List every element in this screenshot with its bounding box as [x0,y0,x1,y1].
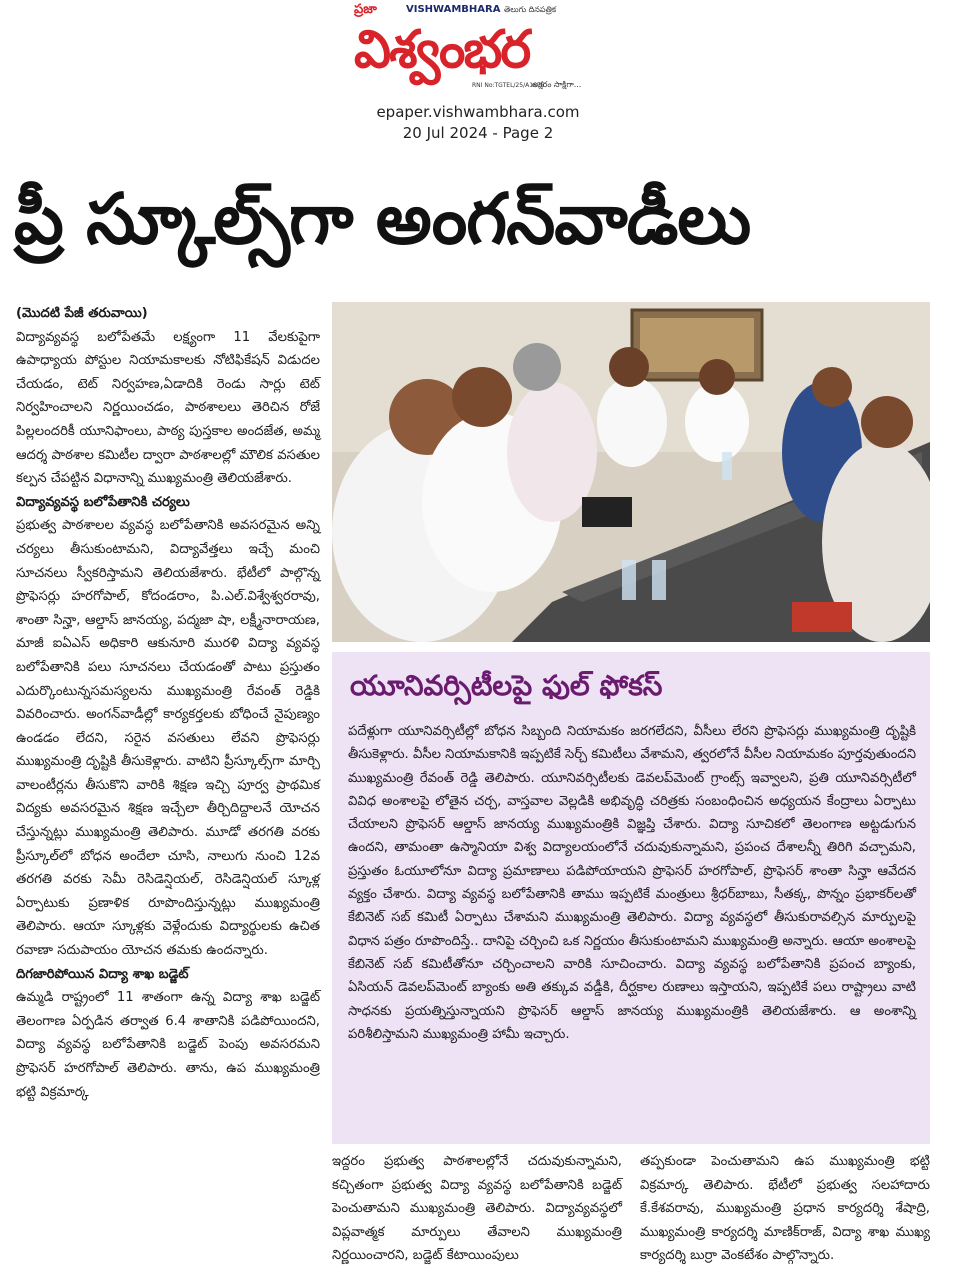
article-paragraph: ఇద్దరం ప్రభుత్వ పాఠశాలల్లోనే చదువుకున్నామని, కచ్చితంగా ప్రభుత్వ విద్యా వ్యవస్థ బలోపేతానికి బడ్జెట్ పెంచుతామని ముఖ్యమంత్రి తెలిపారు. విద్యావ్యవస్థలో విప్లవాత్మక మార్పులు తేవాలని ముఖ్యమంత్రి నిర్ణయించారని, బడ్జెట్ కేటాయింపులు [332,1154,622,1264]
masthead-daily: తెలుగు దినపత్రిక [504,5,557,14]
masthead-praja: ప్రజా [354,2,377,17]
subheading: విద్యావ్యవస్థ బలోపేతానికి చర్యలు [16,494,190,510]
continued-note: (మొదటి పేజీ తరువాయి) [16,306,148,321]
headline: ప్రీ స్కూల్స్‌గా అంగన్‌వాడీలు [14,178,751,260]
article-paragraph: ఉమ్మడి రాష్ట్రంలో 11 శాతంగా ఉన్న విద్యా శాఖ బడ్జెట్ తెలంగాణ ఏర్పడిన తర్వాత 6.4 శాతానికి పడిపోయిందని, విద్యా వ్యవస్థ బలోపేతానికి బడ్జెట్ పెంపు అవసరమని ప్రొఫెసర్ హరగోపాల్ తెలిపారు. తాను, ఉప ముఖ్యమంత్రి భట్టి విక్రమార్క [16,990,320,1100]
article-paragraph: తప్పకుండా పెంచుతామని ఉప ముఖ్యమంత్రి భట్టి విక్రమార్క తెలిపారు. భేటీలో ప్రభుత్వ సలహాదారు కే.కేశవరావు, ముఖ్యమంత్రి ప్రధాన కార్యదర్శి శేషాద్రి, ముఖ్యమంత్రి కార్యదర్శి మాణిక్‌రాజ్, విద్యా శాఖ ముఖ్య కార్యదర్శి బుర్రా వెంకటేశం పాల్గొన్నారు. [640,1154,930,1264]
article-paragraph: ప్రభుత్వ పాఠశాలల వ్యవస్థ బలోపేతానికి అవసరమైన అన్ని చర్యలు తీసుకుంటామని, విద్యావేత్తలు ఇచ్చే మంచి సూచనలు స్వీకరిస్తామని తెలియజేశారు. భేటీలో పాల్గొన్న ప్రొఫెసర్లు హరగోపాల్, కోదండరాం, పి.ఎల్.విశ్వేశ్వరరావు, శాంతా సిన్హా, ఆల్డాస్ జానయ్య, పద్మజా షా, లక్ష్మీనారాయణ, మాజీ ఐఏఎస్ అధికారి ఆకునూరి మురళి విద్యా వ్యవస్థ బలోపేతానికి పలు సూచనలు చేయడంతో పాటు ప్రస్తుతం ఎదుర్కొంటున్నసమస్యలను ముఖ్యమంత్రి రేవంత్ రెడ్డికి వివరించారు. అంగన్‌వాడీల్లో కార్యకర్తలకు బోధించే నైపుణ్యం ఉండడం లేదని, సరైన వసతులు లేవని ప్రొఫెసర్లు ముఖ్యమంత్రి దృష్టికి తీసుకెళ్లారు. వాటిని ప్రీస్కూల్స్‌గా మార్చి వాలంటీర్లను తీసుకొని వారికి శిక్షణ ఇచ్చి పూర్వ ప్రాథమిక విద్యకు అవసరమైన శిక్షణ ఇచ్చేలా తీర్చిదిద్దాలనే యోచన చేస్తున్నట్లు ముఖ్యమంత్రి తెలిపారు. మూడో తరగతి వరకు ప్రీస్కూల్‌లో బోధన అందేలా చూసి, నాలుగు నుంచి 12వ తరగతి వరకు సెమీ రెసిడెన్షియల్, రెసిడెన్షియల్ స్కూళ్ల ఏర్పాటుకు ప్రణాళిక రూపొందిస్తున్నట్లు ముఖ్యమంత్రి తెలిపారు. ఆయా స్కూళ్లకు వెళ్లేందుకు విద్యార్థులకు ఉచిత రవాణా సదుపాయం యోచన తమకు ఉందన్నారు. [16,518,320,959]
masthead-logo-text: విశ్వంభర [354,20,530,80]
subheading: దిగజారిపోయిన విద్యా శాఖ బడ్జెట్ [16,966,189,982]
left-column [16,302,320,1104]
masthead-brand-en: VISHWAMBHARA [406,4,501,15]
right-column [640,1150,930,1268]
highlight-title: యూనివర్సిటీలపై ఫుల్ ఫోకస్ [350,669,663,702]
masthead-rni: RNI No:TGTEL/25/A1676 [472,82,545,89]
meeting-photo-illustration [332,302,930,642]
site-url: epaper.vishwambhara.com [376,103,580,121]
date-page: 20 Jul 2024 - Page 2 [402,124,554,142]
highlight-box [332,652,930,1144]
masthead-tagline: అక్షరం సాక్షిగా... [532,80,582,89]
article-paragraph: విద్యావ్యవస్థ బలోపేతమే లక్ష్యంగా 11 వేలకుపైగా ఉపాధ్యాయ పోస్టుల నియామకాలకు నోటిఫికేషన్ విడుదల చేయడం, టెట్ నిర్వహణ,ఏడాదికి రెండు సార్లు టెట్ నిర్వహించాలని నిర్ణయించడం, పాఠశాలలు తెరిచిన రోజే పిల్లలందరికీ యూనిఫాంలు, పాఠ్య పుస్తకాల అందజేత, అమ్మ ఆదర్శ పాఠశాల కమిటీల ద్వారా పాఠశాలల్లో మౌలిక వసతుల కల్పన చేపట్టిన విధానాన్ని ముఖ్యమంత్రి తెలియజేశారు. [16,329,320,487]
middle-column [332,1150,622,1268]
masthead [354,2,604,102]
highlight-body: పదేళ్లుగా యూనివర్సిటీల్లో బోధన సిబ్బంది నియామకం జరగలేదని, వీసీలు లేరని ప్రొఫెసర్లు ముఖ్యమంత్రి దృష్టికి తీసుకెళ్లారు. వీసీల నియామకానికి ఇప్పటికే సెర్చ్ కమిటీలు వేశామని, త్వరలోనే వీసీల నియామకం పూర్తవుతుందని ముఖ్యమంత్రి రేవంత్ రెడ్డి తెలిపారు. యూనివర్సిటీలకు డెవలప్‌మెంట్ గ్రాంట్స్ ఇవ్వాలని, ప్రతి యూనివర్సిటీలో వివిధ అంశాలపై లోతైన చర్చ, వాస్తవాల వెల్లడికి అభివృద్ధి చరిత్రకు సంబంధించిన అధ్యయన కేంద్రాలు ఏర్పాటు చేయాలని ప్రొఫెసర్ ఆల్డాస్ జానయ్య ముఖ్యమంత్రికి విజ్ఞప్తి చేశారు. విద్యా సూచికలో తెలంగాణ అట్టడుగున ఉందని, తామంతా ఉస్మానియా విశ్వ విద్యాలయంలోనే చదువుకున్నామని, ప్రపంచ దేశాలన్నీ తిరిగి వచ్చామని, ప్రస్తుతం ఓయూలోనూ విద్యా ప్రమాణాలు పడిపోయాయని ప్రొఫెసర్ హరగోపాల్, ప్రొఫెసర్ శాంతా సిన్హా ఆవేదన వ్యక్తం చేశారు. విద్యా వ్యవస్థ బలోపేతానికి తాము ఇప్పటికే మంత్రులు శ్రీధర్‌బాబు, సీతక్క, పొన్నం ప్రభాకర్‌లతో కేబినెట్ సబ్ కమిటీ ఏర్పాటు చేశామని ముఖ్యమంత్రి తెలిపారు. విద్యా వ్యవస్థలో తీసుకురావల్సిన మార్పులపై విధాన పత్రం రూపొందిస్తే.. దానిపై చర్చించి ఒక నిర్ణయం తీసుకుంటామని ముఖ్యమంత్రి అన్నారు. ఆయా అంశాలపై కేబినెట్ సబ్ కమిటీతోనూ చర్చించాలని వారికి సూచించారు. విద్యా వ్యవస్థ బలోపేతానికి ప్రపంచ బ్యాంకు, ఏసియన్ డెవలప్‌మెంట్ బ్యాంకు అతి తక్కువ వడ్డీకి, దీర్ఘకాల రుణాలు ఇస్తాయని, ఇప్పటికే పలు రాష్ట్రాలు వాటి సాధనకు ప్రయత్నిస్తున్నాయని ప్రొఫెసర్ ఆల్డాస్ జానయ్య ముఖ్యమంత్రికి తెలియజేశారు. ఆ అంశాన్ని పరిశీలిస్తామని ముఖ్యమంత్రి హామీ ఇచ్చారు. [348,724,916,1042]
meeting-photo [332,302,930,642]
